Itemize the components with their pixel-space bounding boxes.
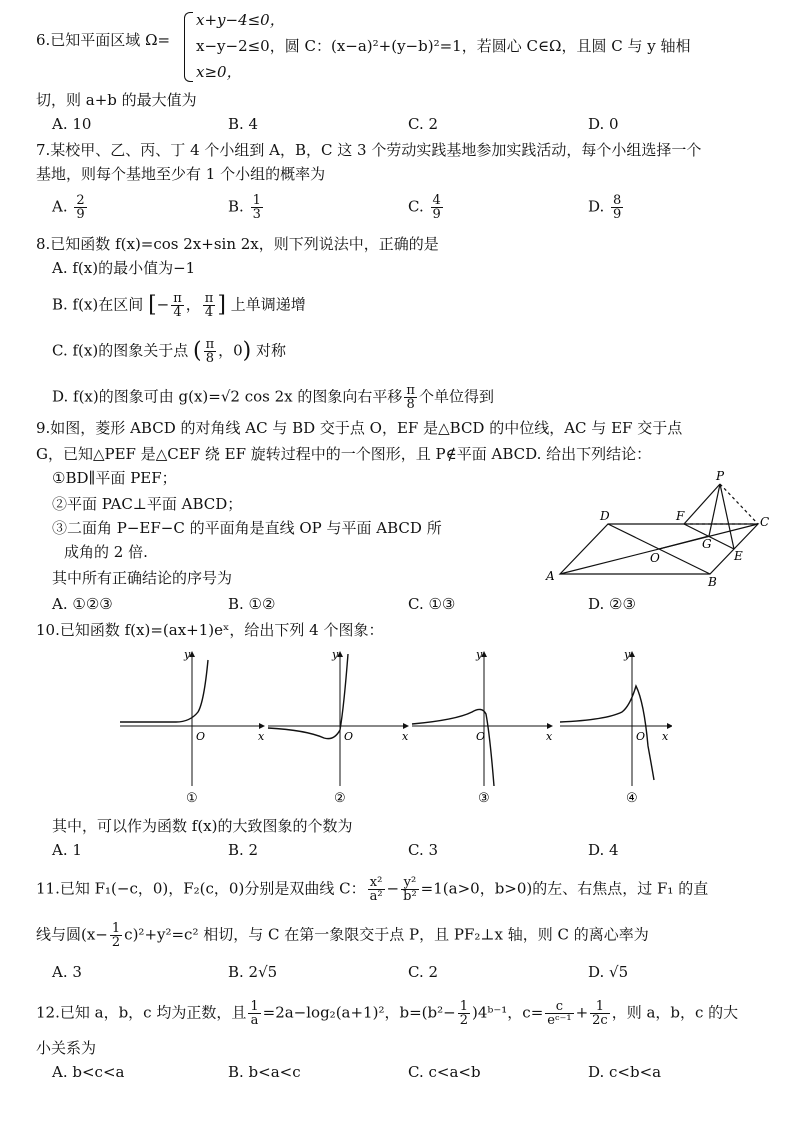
q7-option-b: B. $\frac{1}{3}$ (228, 193, 261, 222)
q12-option-b: B. b<a<c (228, 1063, 301, 1081)
q9-conclusion-3b: 成角的 2 倍. (64, 543, 148, 561)
fig-label-o: O (650, 551, 660, 565)
fig-label-c: C (760, 515, 770, 529)
q12-option-a: A. b<c<a (52, 1063, 125, 1081)
g2-o: O (344, 730, 354, 743)
q9-conclusion-2: ②平面 PAC⊥平面 ABCD； (52, 495, 243, 513)
q6-ineq-2: x−y−2≤0，圆 C：(x−a)²+(y−b)²=1，若圆心 C∈Ω，且圆 C 与 y 轴相 (196, 37, 691, 55)
g3-x: x (546, 730, 553, 743)
fig-label-e: E (734, 549, 743, 563)
q7-line1: 7.某校甲、乙、丙、丁 4 个小组到 A，B，C 这 3 个劳动实践基地参加实践活动，每个小组选择一个 (36, 141, 702, 159)
q6-line2: 切，则 a+b 的最大值为 (36, 91, 197, 109)
q12-option-d: D. c<b<a (588, 1063, 662, 1081)
q8-option-b: B. f(x)在区间 [− $\frac{\pi}{4}$ ， $\frac{\pi}{4}$ ] 上单调递增 (52, 291, 306, 320)
q6-brace (184, 12, 193, 82)
g2-y: y (332, 648, 339, 661)
q11-option-a: A. 3 (52, 963, 82, 981)
q10-graphs (116, 646, 672, 810)
q10-option-a: A. 1 (52, 841, 82, 859)
q9-option-d: D. ②③ (588, 595, 636, 613)
g1-o: O (196, 730, 206, 743)
fig-label-b: B (708, 575, 717, 589)
q6-option-c: C. 2 (408, 115, 439, 133)
q10-option-c: C. 3 (408, 841, 439, 859)
g4-y: y (624, 648, 631, 661)
fig-label-g: G (702, 537, 712, 551)
q9-line2: G，已知△PEF 是△CEF 绕 EF 旋转过程中的一个图形，且 P∉平面 ABCD. 给出下列结论： (36, 445, 652, 463)
q10-stem: 10.已知函数 f(x)=(ax+1)eˣ，给出下列 4 个图象： (36, 621, 384, 639)
g1-y: y (184, 648, 191, 661)
q12-option-c: C. c<a<b (408, 1063, 481, 1081)
q12-line2: 小关系为 (36, 1039, 97, 1057)
fig-label-p: P (716, 469, 725, 483)
q10-option-d: D. 4 (588, 841, 619, 859)
g4-x: x (662, 730, 669, 743)
q7-line2: 基地，则每个基地至少有 1 个小组的概率为 (36, 165, 326, 183)
q7-option-a: A. $\frac{2}{9}$ (52, 193, 85, 222)
q11-line2: 线与圆(x− $\frac{1}{2}$ c)²+y²=c² 相切，与 C 在第一象限交于点 P，且 PF₂⊥x 轴，则 C 的离心率为 (36, 921, 649, 950)
q10-ask: 其中，可以作为函数 f(x)的大致图象的个数为 (52, 817, 353, 835)
q9-option-b: B. ①② (228, 595, 276, 613)
q11-option-c: C. 2 (408, 963, 439, 981)
q12-line1: 12.已知 a，b，c 均为正数，且 $\frac{1}{a}$ =2a−log₂(a+1)²，b=(b²− $\frac{1}{2}$ )4ᵇ⁻¹，c= $\frac{c}{\text{eᶜ⁻¹}}$ + $\frac{1}{2c}$ ，则 a，b，c 的大 (36, 999, 739, 1028)
q9-ask: 其中所有正确结论的序号为 (52, 569, 233, 587)
fig-label-f: F (676, 509, 685, 523)
graph-1-curve (120, 660, 208, 722)
fig-label-a: A (546, 569, 555, 583)
q9-conclusion-3a: ③二面角 P−EF−C 的平面角是直线 OP 与平面 ABCD 所 (52, 519, 442, 537)
graph-label-4: ④ (626, 791, 638, 806)
q8-option-d: D. f(x)的图象可由 g(x)=√2 cos 2x 的图象向右平移 $\frac{\pi}{8}$ 个单位得到 (52, 383, 494, 412)
q6-option-d: D. 0 (588, 115, 619, 133)
q11-option-d: D. √5 (588, 963, 629, 981)
graph-label-1: ① (186, 791, 198, 806)
g3-o: O (476, 730, 486, 743)
q11-option-b: B. 2√5 (228, 963, 278, 981)
q8-stem: 8.已知函数 f(x)=cos 2x+sin 2x，则下列说法中，正确的是 (36, 235, 439, 253)
g3-y: y (476, 648, 483, 661)
fig-label-d: D (600, 509, 610, 523)
g2-x: x (402, 730, 409, 743)
graph-label-3: ③ (478, 791, 490, 806)
q11-line1: 11.已知 F₁(−c，0)，F₂(c，0)分别是双曲线 C： $\frac{\text{x²}}{\text{a²}}$ − $\frac{\text{y²}}{\text{b²}}$ =1(a>0，b>0)的左、右焦点，过 F₁ 的直 (36, 875, 709, 904)
q8-option-c: C. f(x)的图象关于点 ( $\frac{\pi}{8}$ ，0) 对称 (52, 337, 287, 366)
graph-3-curve (412, 709, 494, 786)
q6-prefix: 6.已知平面区域 Ω= (36, 31, 171, 49)
g4-o: O (636, 730, 646, 743)
q9-option-a: A. ①②③ (52, 595, 113, 613)
graph-label-2: ② (334, 791, 346, 806)
q9-line1: 9.如图，菱形 ABCD 的对角线 AC 与 BD 交于点 O，EF 是△BCD 的中位线，AC 与 EF 交于点 (36, 419, 683, 437)
q8-option-a: A. f(x)的最小值为−1 (52, 259, 196, 277)
q6-ineq-1: x+y−4≤0， (196, 11, 285, 29)
q6-option-a: A. 10 (52, 115, 92, 133)
rhombus-figure (536, 466, 772, 590)
q9-option-c: C. ①③ (408, 595, 456, 613)
q6-option-b: B. 4 (228, 115, 259, 133)
q10-option-b: B. 2 (228, 841, 259, 859)
q6-ineq-3: x≥0， (196, 63, 242, 81)
g1-x: x (258, 730, 265, 743)
q7-option-c: C. $\frac{4}{9}$ (408, 193, 441, 222)
q7-option-d: D. $\frac{8}{9}$ (588, 193, 622, 222)
q9-conclusion-1: ①BD∥平面 PEF； (52, 469, 177, 487)
